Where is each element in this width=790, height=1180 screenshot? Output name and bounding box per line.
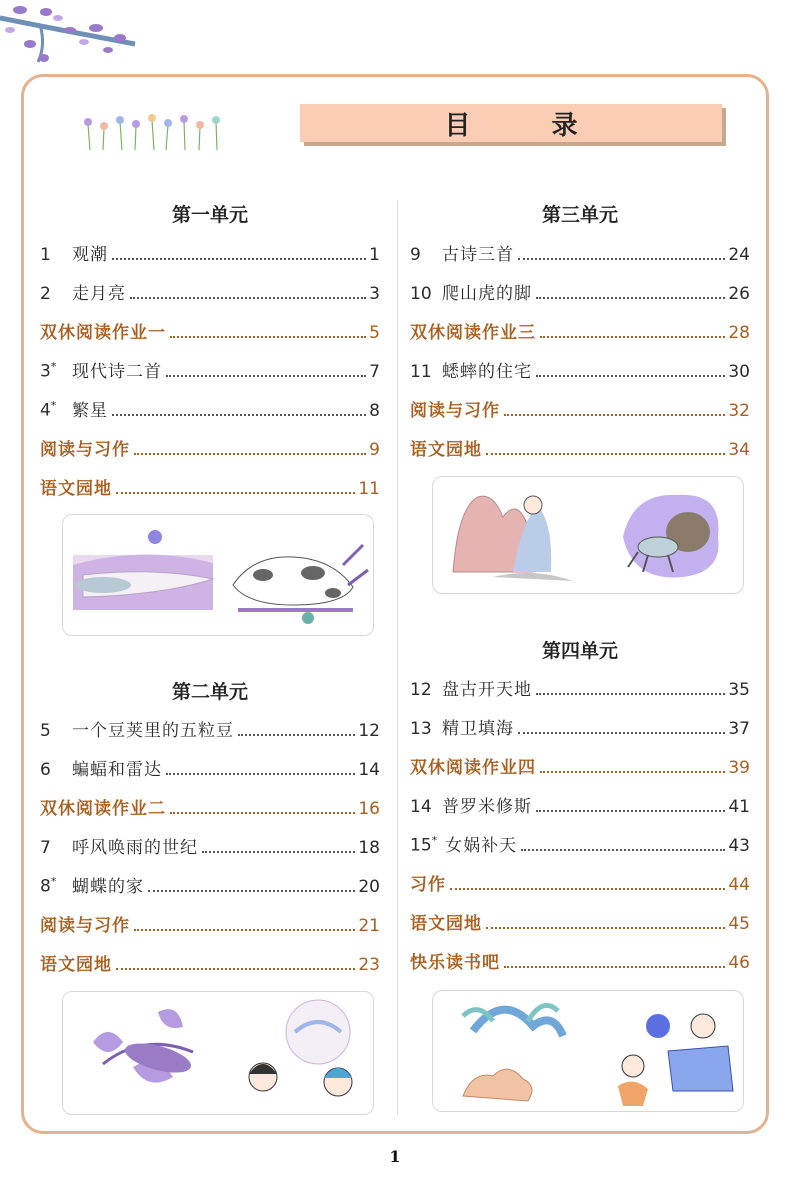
dot-leader — [486, 452, 725, 455]
toc-entry[interactable] — [40, 872, 380, 896]
dot-leader — [536, 374, 725, 377]
toc-entry[interactable] — [410, 870, 750, 894]
branch-decoration — [0, 0, 150, 80]
entry-title: 现代诗二首 — [72, 362, 162, 382]
entry-title: 观潮 — [72, 245, 108, 265]
toc-entry[interactable] — [40, 357, 380, 381]
entry-title: 习作 — [410, 875, 446, 895]
toc-entry[interactable] — [40, 794, 380, 818]
entry-page-number: 16 — [358, 799, 380, 819]
entry-title: 阅读与习作 — [40, 440, 130, 460]
entry-page-number: 23 — [358, 955, 380, 975]
entry-page-number: 7 — [369, 362, 380, 382]
dot-leader — [134, 928, 355, 931]
entry-page-number: 43 — [728, 836, 750, 856]
unit-2-illustration — [62, 991, 374, 1115]
unit-3-illustration — [432, 476, 744, 594]
entry-title: 走月亮 — [72, 284, 126, 304]
dot-leader — [540, 770, 725, 773]
toc-entry[interactable] — [40, 833, 380, 857]
dot-leader — [518, 731, 725, 734]
entry-page-number: 1 — [369, 245, 380, 265]
toc-entry[interactable] — [410, 240, 750, 264]
entry-number: 4* — [40, 399, 57, 421]
toc-entry[interactable] — [410, 279, 750, 303]
dot-leader — [450, 887, 725, 890]
entry-page-number: 35 — [728, 680, 750, 700]
dot-leader — [130, 296, 366, 299]
entry-page-number: 24 — [728, 245, 750, 265]
dot-leader — [536, 809, 725, 812]
entry-title: 繁星 — [72, 401, 108, 421]
unit-title-2: 第二单元 — [171, 681, 248, 703]
unit-title-1: 第一单元 — [171, 204, 248, 226]
dot-leader — [238, 733, 355, 736]
entry-title: 女娲补天 — [445, 836, 518, 856]
entry-page-number: 14 — [358, 760, 380, 780]
entry-number: 9 — [410, 245, 421, 265]
entry-title: 蟋蟀的住宅 — [442, 362, 532, 382]
entry-number: 2 — [40, 284, 51, 304]
page-number: 1 — [389, 1147, 401, 1166]
entry-page-number: 5 — [369, 323, 380, 343]
flowers-decoration — [78, 112, 238, 154]
entry-page-number: 11 — [358, 479, 380, 499]
dot-leader — [112, 257, 366, 260]
toc-entry[interactable] — [410, 318, 750, 342]
dot-leader — [504, 413, 725, 416]
dot-leader — [170, 335, 366, 338]
toc-entry[interactable] — [410, 909, 750, 933]
dot-leader — [518, 257, 725, 260]
entry-page-number: 41 — [728, 797, 750, 817]
entry-title: 古诗三首 — [442, 245, 514, 265]
dot-leader — [536, 296, 725, 299]
entry-page-number: 26 — [728, 284, 750, 304]
entry-page-number: 30 — [728, 362, 750, 382]
entry-title: 快乐读书吧 — [410, 953, 500, 973]
entry-title: 阅读与习作 — [410, 401, 500, 421]
dot-leader — [148, 889, 355, 892]
dot-leader — [170, 811, 355, 814]
toc-entry[interactable] — [40, 240, 380, 264]
page-title: 目 录 — [444, 110, 614, 141]
entry-number: 15* — [410, 834, 438, 856]
entry-title: 蝙蝠和雷达 — [72, 760, 162, 780]
dot-leader — [116, 491, 355, 494]
entry-number: 1 — [40, 245, 51, 265]
entry-title: 双休阅读作业一 — [40, 323, 166, 343]
toc-entry[interactable] — [40, 279, 380, 303]
entry-number: 7 — [40, 838, 51, 858]
toc-entry[interactable] — [410, 753, 750, 777]
toc-entry[interactable] — [40, 474, 380, 498]
entry-number: 13 — [410, 719, 432, 739]
entry-title: 语文园地 — [410, 914, 482, 934]
entry-number: 3* — [40, 360, 57, 382]
entry-number: 10 — [410, 284, 432, 304]
entry-page-number: 21 — [358, 916, 380, 936]
entry-title: 普罗米修斯 — [442, 797, 532, 817]
title-bar — [300, 104, 722, 142]
entry-number: 6 — [40, 760, 51, 780]
entry-number: 11 — [410, 362, 432, 382]
entry-title: 呼风唤雨的世纪 — [72, 838, 198, 858]
unit-title-4: 第四单元 — [541, 640, 618, 662]
dot-leader — [521, 848, 725, 851]
entry-title: 一个豆荚里的五粒豆 — [72, 721, 234, 741]
entry-title: 双休阅读作业四 — [410, 758, 536, 778]
toc-entry[interactable] — [40, 950, 380, 974]
entry-page-number: 28 — [728, 323, 750, 343]
toc-entry[interactable] — [410, 675, 750, 699]
dot-leader — [504, 965, 725, 968]
entry-page-number: 39 — [728, 758, 750, 778]
toc-entry[interactable] — [410, 792, 750, 816]
entry-title: 盘古开天地 — [442, 680, 532, 700]
toc-entry[interactable] — [410, 714, 750, 738]
entry-title: 蝴蝶的家 — [72, 877, 144, 897]
entry-page-number: 44 — [728, 875, 750, 895]
entry-page-number: 34 — [728, 440, 750, 460]
unit-4-illustration — [432, 990, 744, 1112]
entry-number: 14 — [410, 797, 432, 817]
entry-page-number: 46 — [728, 953, 750, 973]
dot-leader — [486, 926, 725, 929]
entry-title: 语文园地 — [40, 479, 112, 499]
entry-number: 8* — [40, 875, 57, 897]
entry-title: 阅读与习作 — [40, 916, 130, 936]
dot-leader — [166, 772, 355, 775]
entry-title: 语文园地 — [410, 440, 482, 460]
dot-leader — [540, 335, 725, 338]
entry-number: 12 — [410, 680, 432, 700]
toc-entry[interactable] — [40, 755, 380, 779]
entry-title: 精卫填海 — [442, 719, 514, 739]
entry-number: 5 — [40, 721, 51, 741]
toc-entry[interactable] — [410, 435, 750, 459]
toc-entry[interactable] — [40, 911, 380, 935]
unit-title-3: 第三单元 — [541, 204, 618, 226]
toc-entry[interactable] — [40, 716, 380, 740]
entry-title: 双休阅读作业三 — [410, 323, 536, 343]
entry-title: 爬山虎的脚 — [442, 284, 532, 304]
dot-leader — [202, 850, 355, 853]
unit-1-illustration — [62, 514, 374, 636]
dot-leader — [112, 413, 366, 416]
toc-entry[interactable] — [410, 396, 750, 420]
entry-page-number: 9 — [369, 440, 380, 460]
column-divider — [397, 200, 398, 1115]
entry-page-number: 37 — [728, 719, 750, 739]
toc-entry[interactable] — [410, 831, 750, 855]
entry-page-number: 8 — [369, 401, 380, 421]
toc-entry[interactable] — [40, 318, 380, 342]
toc-entry[interactable] — [410, 357, 750, 381]
entry-page-number: 18 — [358, 838, 380, 858]
entry-page-number: 12 — [358, 721, 380, 741]
dot-leader — [116, 967, 355, 970]
dot-leader — [536, 692, 725, 695]
entry-title: 双休阅读作业二 — [40, 799, 166, 819]
toc-entry[interactable] — [410, 948, 750, 972]
entry-page-number: 20 — [358, 877, 380, 897]
entry-page-number: 3 — [369, 284, 380, 304]
dot-leader — [166, 374, 366, 377]
entry-page-number: 32 — [728, 401, 750, 421]
entry-page-number: 45 — [728, 914, 750, 934]
entry-title: 语文园地 — [40, 955, 112, 975]
toc-entry[interactable] — [40, 435, 380, 459]
dot-leader — [134, 452, 366, 455]
toc-entry[interactable] — [40, 396, 380, 420]
